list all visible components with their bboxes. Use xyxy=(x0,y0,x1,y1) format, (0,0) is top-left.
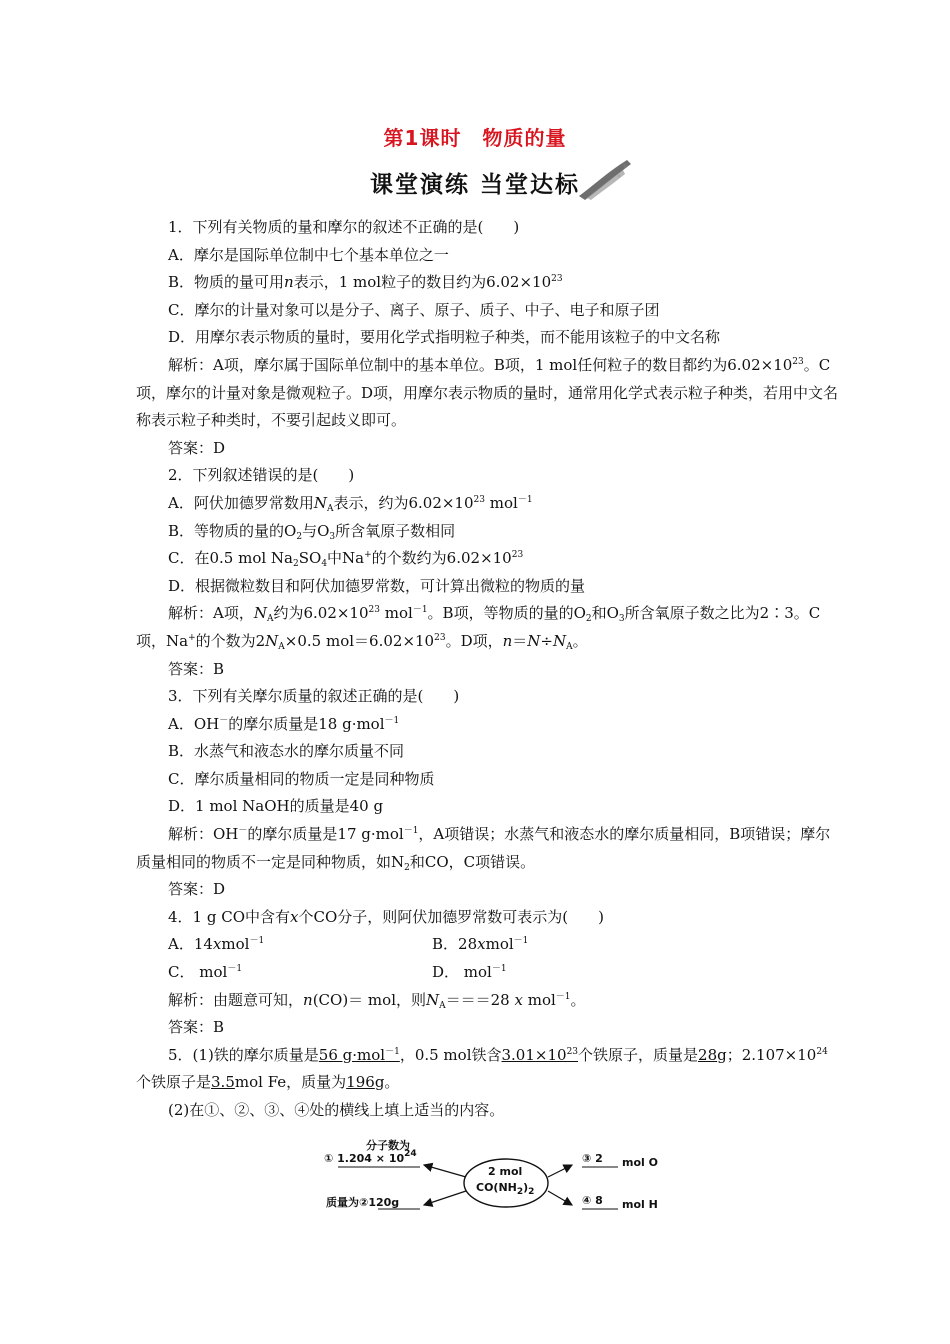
q3-option-a: A．OH－的摩尔质量是18 g·mol$^{-1}$ xyxy=(168,714,400,733)
diagram-item-4-unit: mol H xyxy=(622,1198,658,1211)
q3-stem: 3．下列有关摩尔质量的叙述正确的是( ) xyxy=(168,687,460,706)
q1-stem: 1．下列有关物质的量和摩尔的叙述不正确的是( ) xyxy=(168,218,520,236)
q3-option-c: C．摩尔质量相同的物质一定是同种物质 xyxy=(168,769,435,788)
q1-analysis: 解析：A项，摩尔属于国际单位制中的基本单位。B项，1 mol任何粒子的数目都约为$6.02\times 10^{23}$。C项，摩尔的计量对象是微观粒子。D项，用摩尔表示物质的量时，通常用化学式表示粒子种类，若用中文名称表示粒子种类时，不要引起歧义即可。 xyxy=(136,355,839,430)
diagram-item-3: ③ 2 xyxy=(582,1152,603,1165)
section-banner xyxy=(370,160,650,204)
q5-part2: (2)在①、②、③、④处的横线上填上适当的内容。 xyxy=(168,1101,505,1119)
q2-analysis: 解析：A项，$N_A$约为$6.02\times 10^{23}$ mol$^{-1}$。B项，等物质的量的$O_2$和$O_3$所含氧原子数之比为2∶3。C项，Na+的个数为$2N_A\times 0.5$ $mol=6.02\times 10^{23}$。D项，$n=N\div N_A$。 xyxy=(136,604,821,652)
q4-options-ab xyxy=(136,931,842,959)
q2-option-b: B．等物质的量的$O_2$与$O_3$所含氧原子数相同 xyxy=(168,521,456,542)
q1-option-a: A．摩尔是国际单位制中七个基本单位之一 xyxy=(168,245,449,264)
diagram-item-4: ④ 8 xyxy=(582,1194,603,1207)
diagram-item-1: ① $1.204 \times 10^{24}$ xyxy=(324,1149,417,1165)
q5-blank-mass-2: 196 xyxy=(346,1073,375,1092)
q3-option-b: B．水蒸气和液态水的摩尔质量不同 xyxy=(168,742,405,761)
q4-answer: 答案：B xyxy=(168,1018,225,1037)
diagram-item-3-unit: mol O xyxy=(622,1156,658,1169)
question-body xyxy=(136,214,842,1125)
q5-blank-mol: 3.5 xyxy=(211,1073,235,1092)
banner-text: 课堂演练 当堂达标 xyxy=(370,172,581,198)
diagram-molecule-count-label: 分子数为 xyxy=(366,1139,410,1152)
q4-option-a: A．14xmol$^{-1}$ xyxy=(168,935,265,954)
page-title: 第1课时 物质的量 xyxy=(383,126,567,150)
q5-blank-molar-mass: 56 g·mol$^{-1}$ xyxy=(318,1045,400,1064)
q4-option-d: D． mol$^{-1}$ xyxy=(432,963,507,982)
q5-part1: 5．(1)铁的摩尔质量是56 g·mol$^{-1}$，0.5 mol铁含$3.01\times 10^{23}$个铁原子，质量是28g；$2.107\times 10^{24}$个铁原子是3.5mol Fe，质量为196g。 xyxy=(136,1045,828,1092)
q1-option-c: C．摩尔的计量对象可以是分子、离子、原子、质子、中子、电子和原子团 xyxy=(168,300,660,319)
q2-option-c: C．在0.5 mol $Na_2SO_4$中Na+的个数约为$6.02\times 10^{23}$ xyxy=(168,549,524,570)
q3-answer: 答案：D xyxy=(168,880,226,899)
q5-blank-mass: 28 xyxy=(698,1045,718,1064)
q1-answer: 答案：D xyxy=(168,438,226,457)
q4-option-b: B．28xmol$^{-1}$ xyxy=(432,935,529,954)
q2-answer: 答案：B xyxy=(168,659,225,678)
q5-blank-atom-count: $3.01\times 10^{23}$ xyxy=(501,1045,579,1064)
brush-decoration-icon xyxy=(575,156,635,202)
q1-option-d: D．用摩尔表示物质的量时，要用化学式指明粒子种类，而不能用该粒子的中文名称 xyxy=(168,328,721,347)
q1-option-b: B．物质的量可用n表示，1 mol粒子的数目约为$6.02\times 10^{23}$ xyxy=(168,273,563,292)
q2-option-a: A．阿伏加德罗常数用$N_A$表示，约为$6.02\times 10^{23}$ mol$^{-1}$ xyxy=(168,493,533,514)
q3-analysis: 解析：OH－的摩尔质量是17 g·mol$^{-1}$，A项错误；水蒸气和液态水的摩尔质量相同，B项错误；摩尔质量相同的物质不一定是同种物质，如$N_2$和CO，C项错误。 xyxy=(136,825,831,873)
diagram-center-formula: $CO(NH_2)_2$ xyxy=(476,1181,535,1197)
q3-option-d: D．1 mol NaOH的质量是40 g xyxy=(168,797,384,816)
conversion-diagram xyxy=(320,1135,660,1225)
q4-option-c: C． mol$^{-1}$ xyxy=(168,963,243,982)
diagram-item-2: 质量为②120g xyxy=(326,1196,400,1209)
q4-options-cd xyxy=(136,959,842,987)
q2-stem: 2．下列叙述错误的是( ) xyxy=(168,466,355,485)
q4-analysis: 解析：由题意可知，n(CO)＝ mol，则$N_A===28$ x mol$^{-1}$。 xyxy=(168,990,586,1011)
diagram-center-moles: 2 mol xyxy=(488,1165,523,1178)
q2-option-d: D．根据微粒数目和阿伏加德罗常数，可计算出微粒的物质的量 xyxy=(168,576,586,595)
q4-stem: 4．1 g CO中含有x个CO分子，则阿伏加德罗常数可表示为( ) xyxy=(168,907,604,926)
